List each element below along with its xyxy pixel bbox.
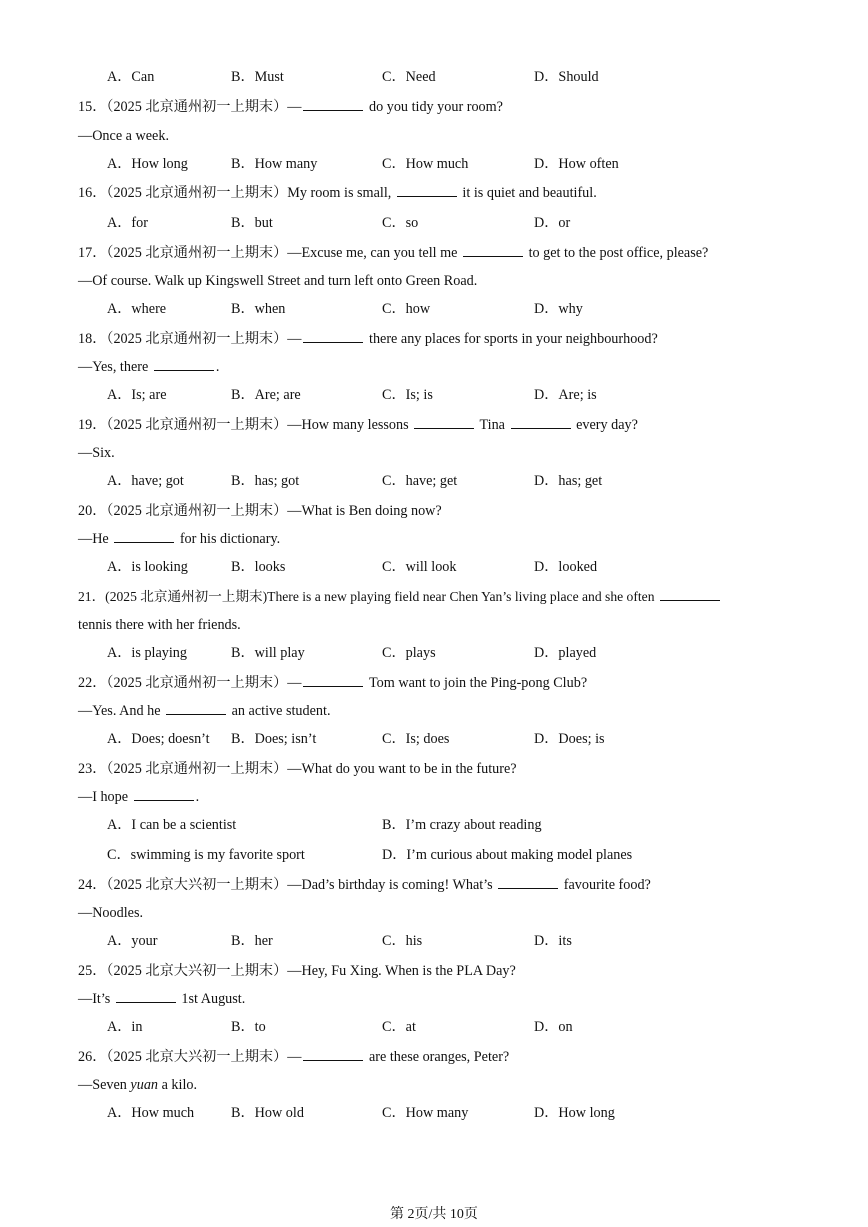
answer-blank	[397, 184, 457, 197]
option-d: D．I’m curious about making model planes	[382, 847, 633, 863]
option-d: D．has; get	[534, 473, 603, 489]
option-b: B．but	[231, 215, 273, 231]
question-20-reply: —He for his dictionary.	[78, 531, 281, 547]
question-19-stem: 19．（2025 北京通州初一上期末）—How many lessons Tina every day?	[78, 417, 638, 433]
option-b: B．to	[231, 1019, 266, 1035]
option-d: D．How long	[534, 1105, 615, 1121]
question-24-stem: 24．（2025 北京大兴初一上期末）—Dad’s birthday is coming! What’s favourite food?	[78, 877, 651, 893]
option-a: A．I can be a scientist	[107, 817, 237, 833]
option-c: C．will look	[382, 559, 457, 575]
option-d: D．played	[534, 645, 597, 661]
option-b: B．Does; isn’t	[231, 731, 317, 747]
option-a: A．How long	[107, 156, 188, 172]
answer-blank	[414, 416, 474, 429]
question-23-reply: —I hope .	[78, 789, 200, 805]
answer-blank	[660, 588, 720, 601]
option-c: C．at	[382, 1019, 416, 1035]
answer-blank	[511, 416, 571, 429]
question-22-stem: 22．（2025 北京通州初一上期末）— Tom want to join the Ping-pong Club?	[78, 675, 588, 691]
option-b: B．has; got	[231, 473, 300, 489]
option-b: B．Are; are	[231, 387, 301, 403]
option-c: C．plays	[382, 645, 436, 661]
question-18-stem: 18．（2025 北京通州初一上期末）— there any places for sports in your neighbourhood?	[78, 331, 658, 347]
option-b: B．will play	[231, 645, 305, 661]
option-c: C．so	[382, 215, 419, 231]
answer-blank	[114, 530, 174, 543]
option-d: D．why	[534, 301, 583, 317]
option-c: C．How many	[382, 1105, 469, 1121]
option-a: A．have; got	[107, 473, 184, 489]
option-c: C．how	[382, 301, 431, 317]
option-a: A．How much	[107, 1105, 195, 1121]
question-24-reply: —Noodles.	[78, 905, 144, 921]
question-15-stem: 15．（2025 北京通州初一上期末）— do you tidy your room?	[78, 99, 503, 115]
question-21-continuation: tennis there with her friends.	[78, 617, 241, 633]
option-a: A．Can	[107, 69, 155, 85]
option-c: C．Is; does	[382, 731, 450, 747]
option-a: A．where	[107, 301, 167, 317]
option-b: B．when	[231, 301, 286, 317]
answer-blank	[303, 98, 363, 111]
option-c: C．swimming is my favorite sport	[107, 847, 305, 863]
answer-blank	[134, 788, 194, 801]
question-17-stem: 17．（2025 北京通州初一上期末）—Excuse me, can you tell me to get to the post office, please?	[78, 245, 709, 261]
option-c: C．his	[382, 933, 423, 949]
option-c: C．have; get	[382, 473, 458, 489]
option-d: D．its	[534, 933, 572, 949]
option-a: A．Does; doesn’t	[107, 731, 210, 747]
option-b: B．How old	[231, 1105, 304, 1121]
answer-blank	[116, 990, 176, 1003]
option-d: D．Does; is	[534, 731, 605, 747]
question-22-reply: —Yes. And he an active student.	[78, 703, 331, 719]
option-d: D．looked	[534, 559, 598, 575]
option-b: B．her	[231, 933, 273, 949]
question-15-reply: —Once a week.	[78, 128, 169, 144]
option-a: A．is looking	[107, 559, 188, 575]
question-26-stem: 26．（2025 北京大兴初一上期末）— are these oranges, Peter?	[78, 1049, 510, 1065]
option-b: B．How many	[231, 156, 318, 172]
option-c: C．Is; is	[382, 387, 433, 403]
option-a: A．your	[107, 933, 158, 949]
question-26-reply: —Seven yuan a kilo.	[78, 1077, 198, 1093]
question-25-reply: —It’s 1st August.	[78, 991, 246, 1007]
option-b: B．I’m crazy about reading	[382, 817, 542, 833]
option-c: C．How much	[382, 156, 469, 172]
question-16-stem: 16．（2025 北京通州初一上期末）My room is small, it is quiet and beautiful.	[78, 185, 597, 201]
question-20-stem: 20．（2025 北京通州初一上期末）—What is Ben doing now?	[78, 503, 442, 519]
option-a: A．for	[107, 215, 148, 231]
option-d: D．How often	[534, 156, 619, 172]
option-b: B．Must	[231, 69, 284, 85]
answer-blank	[303, 1048, 363, 1061]
question-19-reply: —Six.	[78, 445, 115, 461]
option-a: A．in	[107, 1019, 143, 1035]
option-c: C．Need	[382, 69, 436, 85]
answer-blank	[303, 674, 363, 687]
page-number: 第 2页/共 10页	[390, 1207, 478, 1222]
question-25-stem: 25．（2025 北京大兴初一上期末）—Hey, Fu Xing. When is the PLA Day?	[78, 963, 516, 979]
question-17-reply: —Of course. Walk up Kingswell Street and turn left onto Green Road.	[78, 273, 478, 289]
answer-blank	[154, 358, 214, 371]
option-d: D．on	[534, 1019, 573, 1035]
answer-blank	[303, 330, 363, 343]
option-a: A．is playing	[107, 645, 187, 661]
answer-blank	[166, 702, 226, 715]
option-d: D．Are; is	[534, 387, 597, 403]
answer-blank	[498, 876, 558, 889]
question-18-reply: —Yes, there .	[78, 359, 220, 375]
question-23-stem: 23．（2025 北京通州初一上期末）—What do you want to be in the future?	[78, 761, 517, 777]
option-d: D．or	[534, 215, 571, 231]
question-21-stem: 21．(2025 北京通州初一上期末)There is a new playing field near Chen Yan’s living place and she often	[78, 588, 790, 606]
option-b: B．looks	[231, 559, 286, 575]
option-d: D．Should	[534, 69, 599, 85]
answer-blank	[463, 244, 523, 257]
option-a: A．Is; are	[107, 387, 167, 403]
